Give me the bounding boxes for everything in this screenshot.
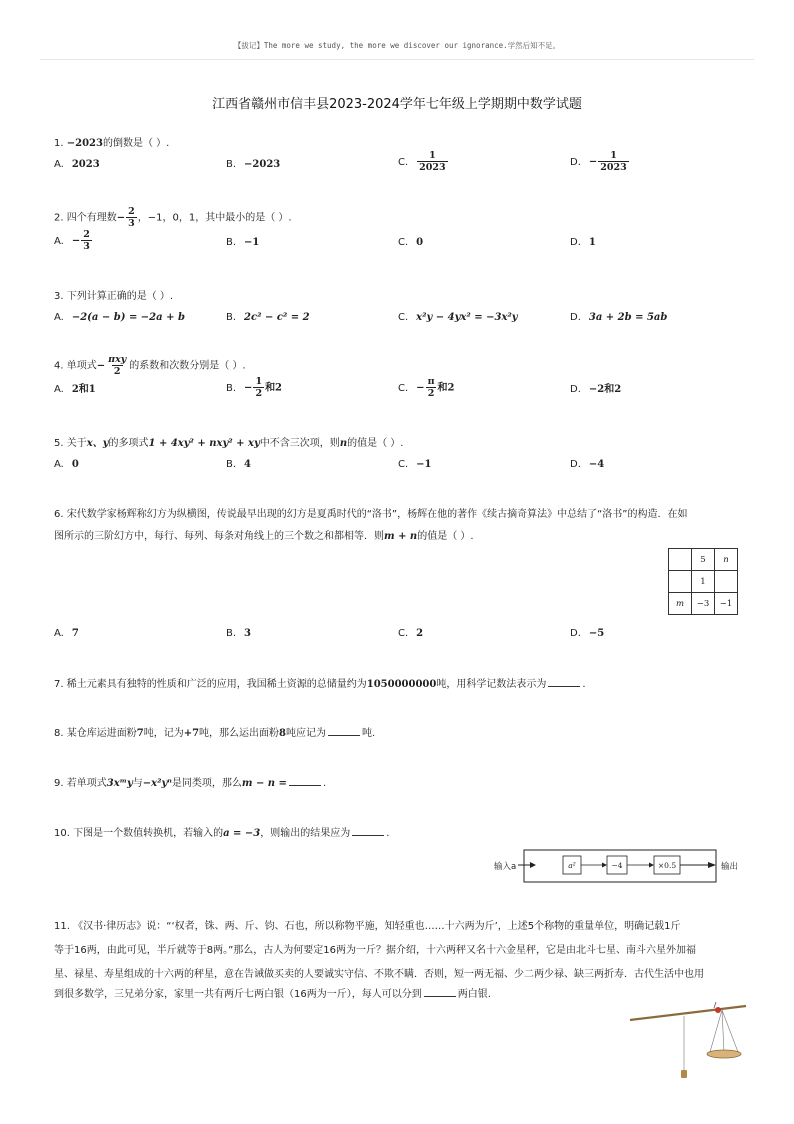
fraction	[253, 376, 264, 399]
q9-math: −x²yⁿ	[142, 778, 172, 789]
q6-math: m + n	[384, 531, 418, 542]
question-6-line-1: 6. 宋代数学家杨辉称幻方为纵横图，传说最早出现的幻方是夏禹时代的“洛书”，杨辉在他的著作《续古摘奇算法》中总结了“洛书”的构造．在如	[54, 509, 688, 520]
option-value: x²y − 4yx² = −3x²y	[416, 312, 518, 323]
option-value: 3	[244, 628, 252, 639]
q5-vars: x、y	[86, 438, 109, 449]
q10-text-end: ，则输出的结果应为	[260, 828, 351, 839]
scale-pan	[707, 1050, 741, 1058]
q5-option-b[interactable]	[226, 458, 251, 472]
sign: −	[116, 212, 126, 224]
q5-option-a[interactable]	[54, 458, 79, 472]
q7-text: 7. 稀土元素具有独特的性质和广泛的应用，我国稀土资源的总储量约为	[54, 679, 367, 690]
q2-option-a[interactable]	[54, 229, 93, 252]
magic-cell: −1	[715, 593, 738, 615]
q7-math: 1050000000	[366, 679, 437, 690]
scale-hook	[714, 1002, 716, 1008]
option-tail: 和2	[437, 382, 455, 394]
q8-text-mid2: 吨，那么运出面粉	[199, 728, 280, 739]
option-label: D.	[570, 156, 581, 168]
q5-option-d[interactable]	[570, 458, 604, 472]
q5-text-mid2: 中不含三次项，则	[259, 438, 340, 449]
option-label: B.	[226, 382, 237, 394]
header-note: 【拔记】The more we study, the more we discover our ignorance.学然后知不足。	[233, 41, 561, 50]
scale-weight	[681, 1070, 687, 1078]
q5-option-c[interactable]	[398, 458, 432, 472]
question-3: 3. 下列计算正确的是（ ）.	[54, 291, 174, 302]
q2-option-c[interactable]	[398, 236, 423, 250]
option-label: A.	[54, 384, 64, 395]
q3-option-b[interactable]	[226, 311, 310, 325]
option-label: A.	[54, 312, 64, 323]
q8-unit: 吨.	[362, 728, 376, 739]
option-label: C.	[398, 382, 409, 394]
q9-period: .	[322, 778, 327, 789]
sign: −	[588, 156, 598, 168]
option-value: 1	[588, 237, 596, 248]
question-10	[54, 826, 389, 841]
option-label: A.	[54, 628, 64, 639]
q9-text: 9. 若单项式	[54, 778, 107, 789]
fraction	[126, 206, 137, 229]
option-value: −2和2	[588, 384, 622, 395]
scale-knob	[715, 1007, 721, 1013]
magic-cell: 5	[692, 549, 715, 571]
question-4	[54, 354, 246, 377]
question-11-line-2: 等于16两，由此可见，半斤就等于8两。”那么，古人为何要定16两为一斤？据介绍，十六两秤又名十六金星秤，它是由北斗七星、南斗六星外加福	[54, 945, 696, 956]
fraction	[426, 376, 437, 399]
denominator: 2	[427, 388, 435, 399]
question-9	[54, 776, 326, 791]
q1-text: 的倒数是（ ）.	[102, 138, 170, 149]
q10-text: 10. 下图是一个数值转换机，若输入的	[54, 828, 224, 839]
q8-text-end: 吨应记为	[286, 728, 327, 739]
converter-output-label: 输出	[721, 862, 739, 872]
q4-option-b[interactable]	[226, 376, 282, 399]
numerator: 1	[610, 150, 617, 161]
question-2	[54, 206, 292, 229]
q8-math: +7	[183, 728, 200, 739]
option-value: −2023	[244, 159, 281, 170]
option-value: 0	[416, 237, 424, 248]
fraction	[598, 150, 628, 173]
converter-step-1-label: a²	[568, 861, 576, 870]
q4-option-d[interactable]	[570, 383, 621, 397]
q5-n: n	[339, 438, 348, 449]
q4-option-c[interactable]	[398, 376, 455, 399]
numerator: 2	[128, 206, 135, 217]
q11-text-end: 两白银.	[457, 989, 491, 1000]
q5-polynomial: 1 + 4xy² + nxy² + xy	[148, 438, 260, 449]
option-value: 3a + 2b = 5ab	[588, 312, 668, 323]
q1-number: 1.	[54, 138, 67, 149]
q7-period: .	[582, 679, 586, 690]
converter-step-3-label: ×0.5	[657, 861, 677, 870]
magic-cell: m	[669, 593, 692, 615]
magic-cell: n	[715, 549, 738, 571]
magic-cell: 1	[692, 571, 715, 593]
q3-option-a[interactable]	[54, 311, 185, 325]
sign: −	[244, 382, 253, 394]
q6-option-c[interactable]	[398, 627, 423, 641]
option-label: C.	[398, 628, 409, 639]
option-label: C.	[398, 312, 409, 323]
q6-text-end: 的值是（ ）.	[417, 531, 474, 542]
answer-blank[interactable]	[289, 776, 321, 786]
question-6-line-2	[54, 530, 474, 544]
option-value: −1	[244, 237, 260, 248]
fraction	[81, 229, 92, 252]
q6-option-d[interactable]	[570, 627, 604, 641]
sign: −	[96, 360, 106, 372]
answer-blank[interactable]	[352, 826, 384, 836]
q6-text: 图所示的三阶幻方中，每行、每列、每条对角线上的三个数之和都相等．则	[54, 531, 384, 542]
option-value: −1	[416, 459, 432, 470]
q6-option-a[interactable]	[54, 627, 79, 641]
q1-option-c[interactable]	[398, 150, 449, 173]
q8-math: 8	[279, 728, 287, 739]
converter-step-2-label: −4	[611, 861, 623, 870]
option-label: D.	[570, 459, 581, 470]
arrow-icon	[708, 862, 716, 868]
option-label: D.	[570, 628, 581, 639]
magic-cell	[715, 571, 738, 593]
option-label: B.	[226, 628, 237, 639]
answer-blank[interactable]	[548, 677, 580, 687]
sign: −	[416, 382, 425, 394]
option-label: A.	[54, 235, 64, 247]
option-value: −5	[588, 628, 605, 639]
numerator: 2	[83, 229, 90, 240]
q4-text: 4. 单项式	[54, 360, 97, 372]
option-label: B.	[226, 312, 237, 323]
option-label: B.	[226, 159, 237, 170]
scale-string	[722, 1010, 738, 1052]
q6-option-b[interactable]	[226, 627, 251, 641]
fraction	[417, 150, 447, 173]
q1-option-a[interactable]	[54, 158, 100, 172]
option-value: 2和1	[71, 384, 96, 395]
header-divider	[40, 59, 754, 60]
q5-text: 5. 关于	[54, 438, 87, 449]
option-label: D.	[570, 312, 581, 323]
option-label: C.	[398, 237, 409, 248]
question-7	[54, 677, 586, 692]
option-label: C.	[398, 459, 409, 470]
denominator: 2	[113, 366, 121, 377]
sign: −	[71, 235, 81, 247]
option-label: A.	[54, 159, 64, 170]
q9-math: 3xᵐy	[106, 778, 133, 789]
option-value: 2c² − c² = 2	[244, 312, 310, 323]
option-value: 0	[71, 459, 79, 470]
option-label: B.	[226, 459, 237, 470]
option-value: 7	[71, 628, 79, 639]
q2-text-end: ，−1，0，1，其中最小的是（ ）.	[137, 212, 292, 224]
numerator: πxy	[108, 354, 127, 365]
q9-math: m − n =	[241, 778, 287, 789]
option-value: 2023	[71, 159, 100, 170]
q10-period: .	[386, 828, 390, 839]
magic-cell	[669, 549, 692, 571]
option-label: A.	[54, 459, 64, 470]
scale-beam	[630, 1006, 746, 1020]
magic-cell: −3	[692, 593, 715, 615]
arrow-icon	[649, 863, 654, 868]
option-label: D.	[570, 237, 581, 248]
question-11-line-3: 星、禄星、寿星组成的十六两的秤星，意在告诫做买卖的人要诚实守信、不欺不瞒．否则，短一两无福、少二两少禄、缺三两折寿．古代生活中也用	[54, 969, 704, 980]
question-5	[54, 437, 403, 451]
denominator: 3	[128, 218, 135, 229]
q1-option-b[interactable]	[226, 158, 280, 172]
magic-square	[668, 548, 738, 615]
q3-option-c[interactable]	[398, 311, 518, 325]
option-value: 4	[244, 459, 252, 470]
q8-text: 8. 某仓库运进面粉	[54, 728, 137, 739]
q1-math: −2023	[66, 138, 103, 149]
q1-option-d[interactable]	[570, 150, 630, 173]
option-label: B.	[226, 237, 237, 248]
question-11-line-4	[54, 987, 491, 1002]
q2-text: 2. 四个有理数	[54, 212, 117, 224]
option-value: −4	[588, 459, 605, 470]
denominator: 2	[255, 388, 263, 399]
q11-text: 到很多数学，三兄弟分家，家里一共有两斤七两白银（16两为一斤），每人可以分到	[54, 989, 422, 1000]
numerator: π	[427, 376, 435, 387]
steelyard-scale-image	[626, 1000, 756, 1090]
converter-diagram	[492, 844, 748, 888]
q4-option-a[interactable]	[54, 383, 96, 397]
q4-text-end: 的系数和次数分别是（ ）.	[129, 360, 246, 372]
q2-option-d[interactable]	[570, 236, 596, 250]
q8-math: 7	[136, 728, 144, 739]
numerator: 1	[255, 376, 263, 387]
q9-text-mid2: 是同类项，那么	[171, 778, 242, 789]
magic-cell	[669, 571, 692, 593]
q5-text-mid: 的多项式	[108, 438, 149, 449]
option-value: 2	[416, 628, 424, 639]
denominator: 3	[83, 241, 90, 252]
answer-blank[interactable]	[328, 726, 360, 736]
arrow-icon	[530, 862, 536, 868]
q2-option-b[interactable]	[226, 236, 259, 250]
answer-blank[interactable]	[424, 987, 456, 997]
q3-option-d[interactable]	[570, 311, 667, 325]
fraction	[106, 354, 128, 377]
arrow-icon	[602, 863, 607, 868]
numerator: 1	[429, 150, 436, 161]
page-title: 江西省赣州市信丰县2023-2024学年七年级上学期期中数学试题	[212, 97, 582, 112]
q5-text-end: 的值是（ ）.	[347, 438, 404, 449]
question-1	[54, 137, 169, 151]
denominator: 2023	[419, 162, 446, 173]
scale-string	[710, 1010, 722, 1052]
option-tail: 和2	[265, 382, 283, 394]
question-8	[54, 726, 375, 741]
q9-text-mid: 与	[132, 778, 143, 789]
option-label: C.	[398, 156, 409, 168]
question-11-line-1: 11. 《汉书·律历志》说：“‘权者，铢、两、斤、钧、石也，所以称物平施，知轻重也……十六两为斤’，上述5个称物的重量单位，明确记载1斤	[54, 921, 681, 932]
q10-math: a = −3	[223, 828, 261, 839]
q8-text-mid: 吨，记为	[143, 728, 184, 739]
converter-input-label: 输入a	[494, 862, 517, 872]
option-value: −2(a − b) = −2a + b	[71, 312, 185, 323]
q7-text-end: 吨，用科学记数法表示为	[436, 679, 547, 690]
scale-string	[722, 1010, 724, 1052]
denominator: 2023	[600, 162, 627, 173]
option-label: D.	[570, 384, 581, 395]
